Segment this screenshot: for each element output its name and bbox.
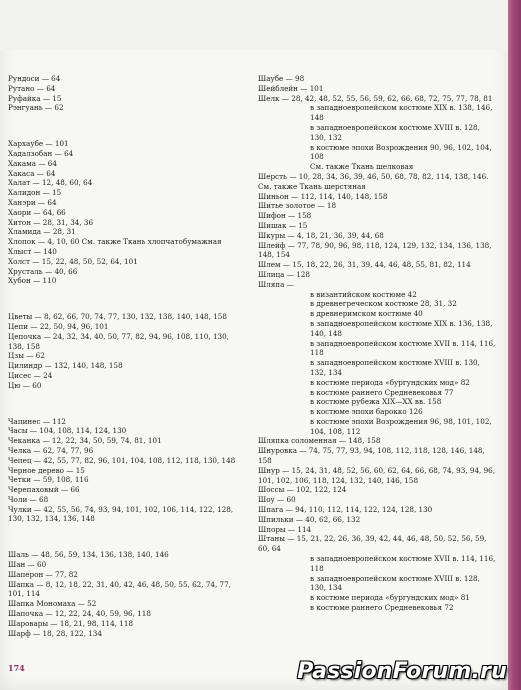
index-entry: Шифон — 158 xyxy=(258,211,312,221)
index-entry: Шаровары — 18, 21, 98, 114, 118 xyxy=(8,618,133,628)
index-subentry: в западноевропейском костюме XVII в. 114, 116, 118 xyxy=(310,554,496,573)
index-subentry: в древнегреческом костюме 28, 31, 32 xyxy=(310,299,457,309)
index-entry: Цзы — 62 xyxy=(8,351,45,361)
index-subentry: в костюме эпохи барокко 126 xyxy=(310,407,423,417)
index-subentry: в костюме раннего Средневековья 77 xyxy=(310,387,454,397)
index-entry: Цветы — 8, 62, 66, 70, 74, 77, 130, 132, 138, 140, 148, 158 xyxy=(8,312,227,322)
index-entry: Шлица — 128 xyxy=(258,269,310,279)
index-entry: Хлыст — 140 xyxy=(8,246,57,256)
index-entry: Шоссы — 102, 122, 124 xyxy=(258,485,347,495)
index-entry: Чоли — 68 xyxy=(8,494,49,504)
index-entry: Шлем — 15, 18, 22, 26, 31, 39, 44, 46, 48, 55, 81, 82, 114 xyxy=(258,260,471,270)
index-entry: Шитье золотое — 18 xyxy=(258,201,337,211)
section-gap xyxy=(8,391,244,417)
index-entry: Шаль — 48, 56, 59, 134, 136, 138, 140, 146 xyxy=(8,550,169,560)
index-entry: Четки — 59, 108, 116 xyxy=(8,475,89,485)
index-entry: Шаубе — 98 xyxy=(258,74,305,83)
index-subentry: в костюме раннего Средневековья 72 xyxy=(310,603,454,613)
section-gap xyxy=(8,113,244,139)
index-entry: Шнуровка — 74, 75, 77, 93, 94, 108, 112, 118, 128, 146, 148, 158 xyxy=(258,446,485,466)
index-entry: Шишак — 15 xyxy=(258,220,308,230)
index-entry: Цепочка — 24, 32, 34, 40, 50, 77, 82, 94, 96, 108, 110, 130, 138, 158 xyxy=(8,331,229,351)
watermark: PassionForum.ru xyxy=(297,659,507,684)
index-subentry: в западноевропейском костюме XVIII в. 128, 130, 134 xyxy=(310,573,480,593)
index-entry: Шарф — 18, 28, 122, 134 xyxy=(8,628,102,638)
index-entry: Халидон — 15 xyxy=(8,188,62,198)
index-entry: Рутано — 64 xyxy=(8,83,56,93)
index-subentry: в костюме эпохи Возрождения 90, 96, 102, 104, 108 xyxy=(310,142,492,162)
index-entry: Цю — 60 xyxy=(8,380,42,390)
index-subentry: в западноевропейском костюме XIX в. 138, 146, 148 xyxy=(310,103,493,123)
index-entry: Хубон — 110 xyxy=(8,276,57,286)
index-subentry: в византийском костюме 42 xyxy=(310,289,417,299)
index-entry: Чапинес — 112 xyxy=(8,416,66,426)
index-subentry: в западноевропейском костюме XVII в. 114, 116, 118 xyxy=(310,338,496,358)
index-subentry: в костюме периода «бургундских мод» 82 xyxy=(310,377,470,387)
index-entry: Шапка — 8, 12, 18, 22, 31, 40, 42, 46, 48, 50, 55, 62, 74, 77, 101, 114 xyxy=(8,579,231,599)
index-entry: Чеканка — 12, 22, 34, 50, 59, 74, 81, 101 xyxy=(8,436,162,446)
index-subentry: в древнеримском костюме 40 xyxy=(310,309,423,319)
index-entry: Шапочка — 12, 22, 24, 40, 59, 96, 118 xyxy=(8,609,151,619)
index-subentry: См. также Ткань шелковая xyxy=(310,162,414,172)
index-entry: Шаперон — 77, 82 xyxy=(8,569,78,579)
index-subentry: в западноевропейском костюме XVIII в. 130, 132, 134 xyxy=(310,358,480,377)
index-entry: Шан — 60 xyxy=(8,560,47,570)
index-column-right xyxy=(258,74,496,613)
index-entry: Хламида — 28, 31 xyxy=(8,227,76,237)
index-entry: Рэнгуань — 62 xyxy=(8,103,64,113)
index-entry: Ханэри — 64 xyxy=(8,197,57,207)
index-entry: Шнур — 15, 24, 31, 48, 52, 56, 60, 62, 64, 66, 68, 74, 93, 94, 96, 101, 102, 106, 118, 124, 132, 140, 146, 158 xyxy=(258,465,496,485)
index-entry: Холст — 15, 22, 48, 50, 52, 64, 101 xyxy=(8,256,138,266)
index-subentry: в костюме эпохи Возрождения 96, 98, 101, 102, 104, 108, 112 xyxy=(310,416,492,436)
index-entry: Штаны — 15, 21, 22, 26, 36, 39, 42, 44, 46, 48, 50, 52, 56, 59, 60, 64 xyxy=(258,534,487,554)
index-entry: Шоу — 60 xyxy=(258,495,296,505)
index-entry: Руфайка — 15 xyxy=(8,93,62,103)
index-entry: Хлопок — 4, 10, 60 См. также Ткань хлопчатобумажная xyxy=(8,237,222,247)
section-gap xyxy=(8,286,244,312)
index-subentry: в западноевропейском костюме XVIII в. 128, 130, 132 xyxy=(310,122,480,142)
index-entry: Халат — 12, 48, 60, 64 xyxy=(8,178,93,188)
index-entry: Хархаубе — 101 xyxy=(8,139,69,149)
index-entry: Шерсть — 10, 28, 34, 36, 39, 46, 50, 68, 78, 82, 114, 138, 146. См. также Ткань шерстяная xyxy=(258,171,489,191)
index-entry: Черное дерево — 15 xyxy=(8,465,85,475)
index-entry: Рундоси — 64 xyxy=(8,74,61,83)
index-subentry: в костюме периода «бургундских мод» 81 xyxy=(310,593,470,603)
index-entry: Шапка Мономаха — 52 xyxy=(8,599,97,609)
page-top-band xyxy=(0,0,508,50)
index-entry: Хрусталь — 40, 66 xyxy=(8,266,78,276)
index-entry: Хакама — 64 xyxy=(8,158,57,168)
index-entry: Цисес — 24 xyxy=(8,370,53,380)
section-gap xyxy=(8,524,244,550)
index-entry: Шпага — 94, 110, 112, 114, 122, 124, 128, 130 xyxy=(258,505,433,515)
index-entry: Шпильки — 40, 62, 66, 132 xyxy=(258,514,361,524)
book-edge xyxy=(508,0,521,690)
page-number: 174 xyxy=(8,663,25,673)
index-entry: Чепец — 42, 55, 77, 82, 96, 101, 104, 108, 112, 118, 130, 148 xyxy=(8,455,236,465)
index-entry: Шлейф — 77, 78, 90, 96, 98, 118, 124, 129, 132, 134, 136, 138, 148, 154 xyxy=(258,240,492,260)
index-entry: Хаори — 64, 66 xyxy=(8,207,66,217)
index-entry: Шиньон — 112, 114, 140, 148, 158 xyxy=(258,191,388,201)
index-entry: Шляпа — xyxy=(258,279,294,289)
index-entry: Часы — 104, 108, 114, 124, 130 xyxy=(8,426,127,436)
index-entry: Цепи — 22, 50, 94, 96, 101 xyxy=(8,321,109,331)
index-entry: Цилиндр — 132, 140, 148, 158 xyxy=(8,361,123,371)
index-subentry: в западноевропейском костюме XIX в. 136, 138, 140, 148 xyxy=(310,318,493,338)
index-subentry: в костюме рубежа XIX—XX вв. 158 xyxy=(310,397,442,407)
index-entry: Шпоры — 114 xyxy=(258,524,312,534)
index-entry: Чулки — 42, 55, 56, 74, 93, 94, 101, 102, 106, 114, 122, 128, 130, 132, 134, 136, 148 xyxy=(8,504,234,524)
index-entry: Хадалзобан — 64 xyxy=(8,148,74,158)
index-entry: Шкуры — 4, 18, 21, 36, 39, 44, 68 xyxy=(258,230,384,240)
index-entry: Черепаховый — 66 xyxy=(8,485,80,495)
index-column-left xyxy=(8,74,244,638)
index-entry: Хитон — 28, 31, 34, 36 xyxy=(8,217,94,227)
index-entry: Шляпка соломенная — 148, 158 xyxy=(258,436,381,446)
index-entry: Шелк — 28, 42, 48, 52, 55, 56, 59, 62, 66, 68, 72, 75, 77, 78, 81 xyxy=(258,93,493,103)
index-entry: Шейблейн — 101 xyxy=(258,83,324,93)
index-entry: Челка — 62, 74, 77, 96 xyxy=(8,445,94,455)
index-entry: Хакаса — 64 xyxy=(8,168,56,178)
